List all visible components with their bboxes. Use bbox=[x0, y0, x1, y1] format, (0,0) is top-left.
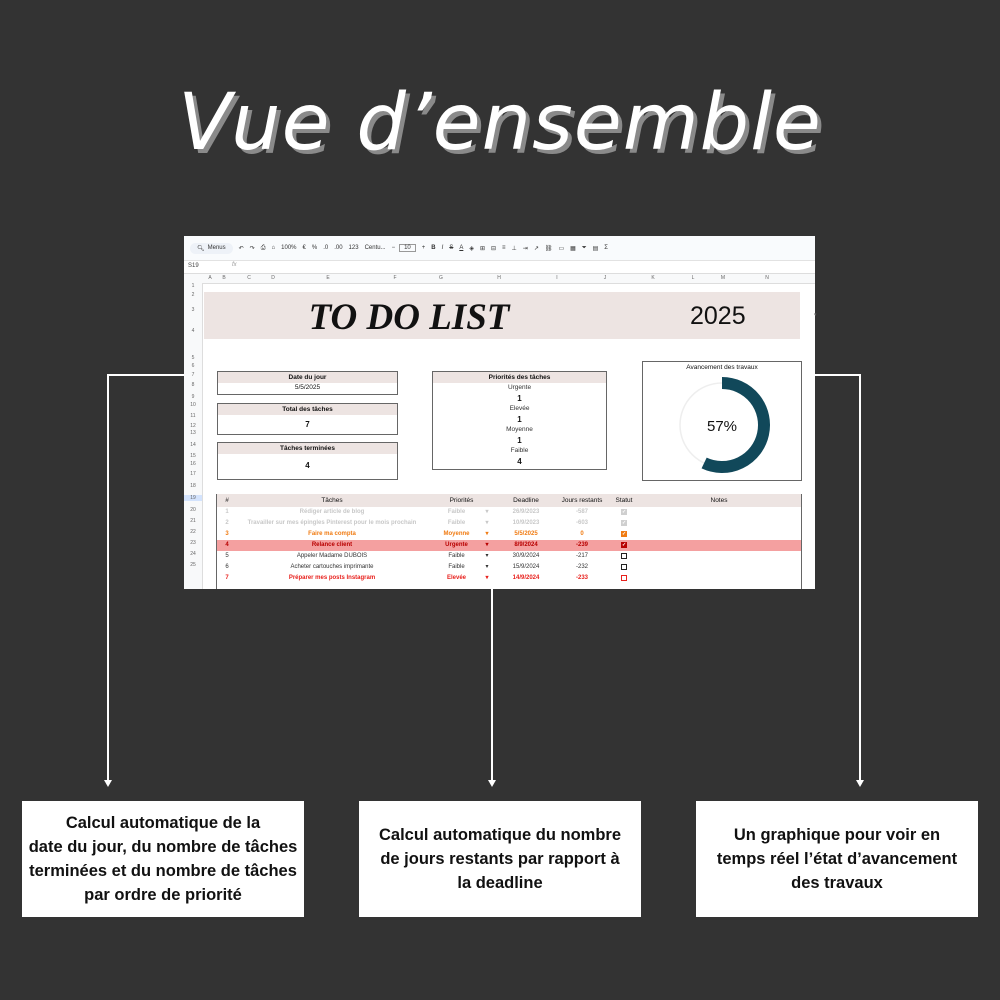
row-header[interactable]: 4 bbox=[191, 328, 195, 334]
row-header[interactable]: 9 bbox=[191, 394, 195, 400]
done-value: 4 bbox=[305, 461, 310, 470]
row-header[interactable]: 20 bbox=[190, 507, 196, 513]
task-name: Relance client bbox=[311, 542, 353, 548]
spreadsheet-screenshot bbox=[184, 236, 815, 589]
row-header[interactable]: 8 bbox=[191, 382, 195, 388]
rotate-icon[interactable]: ↗ bbox=[533, 245, 539, 252]
days-left-cell: -233 bbox=[575, 575, 588, 581]
column-header[interactable]: F bbox=[393, 275, 397, 281]
priority-select[interactable]: Faible bbox=[448, 564, 465, 570]
chart-icon[interactable]: ▦ bbox=[570, 245, 576, 252]
sheet-title: TO DO LIST bbox=[308, 297, 510, 338]
column-header[interactable]: C bbox=[247, 275, 251, 281]
row-header[interactable]: 6 bbox=[191, 363, 195, 369]
font-size-input[interactable]: 10 bbox=[399, 244, 416, 252]
callout-middle: Calcul automatique du nombre de jours restants par rapport à la deadline bbox=[359, 801, 641, 917]
total-value: 7 bbox=[305, 420, 310, 429]
status-checkbox[interactable] bbox=[621, 575, 627, 581]
text-color-button[interactable]: A bbox=[459, 245, 464, 251]
table-header bbox=[217, 494, 801, 507]
borders-icon[interactable]: ⊞ bbox=[479, 245, 485, 252]
priorities-box bbox=[432, 371, 607, 470]
column-headers bbox=[184, 274, 815, 284]
bold-button[interactable]: B bbox=[431, 245, 436, 251]
column-header[interactable]: E bbox=[326, 275, 330, 281]
number-format-button[interactable]: 123 bbox=[348, 245, 359, 251]
date-box bbox=[217, 371, 398, 395]
middle-arrow-icon bbox=[488, 780, 496, 787]
row-header[interactable]: 13 bbox=[190, 430, 196, 436]
priority-count: 4 bbox=[517, 457, 522, 466]
task-table bbox=[216, 494, 802, 589]
chevron-down-icon[interactable]: ▾ bbox=[485, 575, 489, 581]
search-icon: 🔍︎ bbox=[197, 245, 205, 252]
decrease-decimal-button[interactable]: .0 bbox=[323, 245, 329, 251]
deadline-cell[interactable]: 30/9/2024 bbox=[512, 553, 540, 559]
currency-button[interactable]: € bbox=[302, 245, 306, 251]
table-row[interactable] bbox=[217, 529, 801, 540]
row-header[interactable]: 10 bbox=[190, 402, 196, 408]
status-checkbox[interactable]: ✓ bbox=[622, 531, 627, 537]
date-box-header: Date du jour bbox=[218, 372, 397, 383]
row-header[interactable]: 12 bbox=[190, 423, 196, 429]
column-header[interactable]: M bbox=[720, 275, 726, 281]
row-header[interactable]: 18 bbox=[190, 483, 196, 489]
zoom-select[interactable]: 100% bbox=[281, 245, 297, 251]
row-header[interactable]: 15 bbox=[190, 453, 196, 459]
percent-button[interactable]: % bbox=[311, 245, 318, 251]
callout-left: Calcul automatique de la date du jour, du nombre de tâches terminées et du nombre de tâches par ordre de priorité bbox=[22, 801, 304, 917]
column-header[interactable]: L bbox=[691, 275, 695, 281]
task-name: Faire ma compta bbox=[308, 531, 356, 537]
sheet-toolbar bbox=[184, 236, 815, 261]
header-deadline: Deadline bbox=[513, 497, 539, 504]
chevron-down-icon[interactable]: ▾ bbox=[485, 553, 489, 559]
done-box-header: Tâches terminées bbox=[218, 443, 397, 454]
task-name: Rédiger article de blog bbox=[299, 509, 365, 515]
status-checkbox[interactable]: ✓ bbox=[622, 542, 627, 548]
priority-label: Urgente bbox=[507, 384, 532, 391]
column-header[interactable]: J bbox=[603, 275, 607, 281]
middle-connector-vertical bbox=[491, 589, 493, 780]
status-checkbox[interactable] bbox=[621, 553, 627, 559]
days-left-cell: -603 bbox=[575, 520, 588, 526]
print-icon[interactable]: ⎙ bbox=[260, 244, 266, 251]
row-header[interactable]: 23 bbox=[190, 540, 196, 546]
left-connector-vertical bbox=[107, 374, 109, 780]
merge-cells-icon[interactable]: ⊟ bbox=[491, 245, 497, 252]
status-checkbox[interactable] bbox=[621, 564, 627, 570]
deadline-cell[interactable]: 26/9/2023 bbox=[512, 509, 540, 515]
row-header[interactable]: 11 bbox=[190, 413, 196, 419]
task-number: 3 bbox=[225, 531, 229, 537]
date-value: 5/5/2025 bbox=[294, 384, 321, 391]
priority-select[interactable]: Faible bbox=[447, 509, 466, 515]
redo-icon[interactable]: ↷ bbox=[249, 245, 255, 252]
total-box-header: Total des tâches bbox=[218, 404, 397, 415]
header-priority: Priorités bbox=[449, 497, 474, 504]
chevron-down-icon[interactable]: ▾ bbox=[485, 542, 489, 548]
column-header[interactable]: I bbox=[556, 275, 558, 281]
task-number: 6 bbox=[225, 564, 229, 570]
formula-bar bbox=[184, 261, 815, 274]
status-checkbox[interactable]: ✓ bbox=[622, 520, 627, 526]
days-left-cell: -239 bbox=[575, 542, 588, 548]
left-arrow-icon bbox=[104, 780, 112, 787]
header-task: Tâches bbox=[321, 497, 343, 504]
priority-count: 1 bbox=[517, 394, 522, 403]
total-box bbox=[217, 403, 398, 435]
progress-chart[interactable] bbox=[642, 361, 802, 481]
wrap-icon[interactable]: ⇥ bbox=[522, 245, 528, 252]
font-select[interactable]: Centu... bbox=[364, 245, 386, 251]
column-header[interactable]: D bbox=[271, 275, 275, 281]
chevron-down-icon[interactable]: ▾ bbox=[485, 531, 489, 537]
increase-decimal-button[interactable]: .00 bbox=[334, 245, 343, 251]
priority-select[interactable]: Moyenne bbox=[443, 531, 470, 537]
row-header[interactable]: 17 bbox=[190, 471, 196, 477]
italic-button[interactable]: I bbox=[441, 245, 444, 251]
left-connector-horizontal bbox=[107, 374, 184, 376]
table-row[interactable] bbox=[217, 518, 801, 529]
chevron-down-icon[interactable]: ▾ bbox=[485, 564, 489, 570]
row-header[interactable]: 22 bbox=[190, 529, 196, 535]
year-select[interactable]: 2025 bbox=[690, 302, 746, 330]
task-name: Appeler Madame DUBOIS bbox=[296, 553, 368, 559]
chevron-down-icon[interactable]: ▾ bbox=[814, 312, 817, 318]
task-number: 5 bbox=[225, 553, 229, 559]
undo-icon[interactable]: ↶ bbox=[238, 245, 244, 252]
header-status: Statut bbox=[615, 497, 633, 504]
table-row[interactable] bbox=[217, 562, 801, 573]
row-header[interactable]: 25 bbox=[190, 562, 196, 568]
filter-icon[interactable]: ⏷ bbox=[581, 244, 587, 251]
menus-search[interactable] bbox=[190, 243, 233, 254]
menus-label: Menus bbox=[207, 245, 226, 251]
deadline-cell[interactable]: 15/9/2024 bbox=[512, 564, 540, 570]
callout-right: Un graphique pour voir en temps réel l’état d’avancement des travaux bbox=[696, 801, 978, 917]
priorities-box-header: Priorités des tâches bbox=[433, 372, 606, 383]
fill-color-icon[interactable]: ◈ bbox=[469, 245, 474, 252]
column-header[interactable]: N bbox=[765, 275, 769, 281]
row-header[interactable]: 2 bbox=[191, 292, 195, 298]
font-size-decrease[interactable]: − bbox=[391, 245, 396, 251]
fx-label: fx bbox=[232, 262, 237, 268]
task-number: 1 bbox=[225, 509, 229, 515]
task-name: Travailler sur mes épingles Pinterest pour le mois prochain bbox=[247, 520, 417, 526]
task-name: Préparer mes posts Instagram bbox=[288, 575, 376, 581]
chevron-down-icon[interactable]: ▾ bbox=[485, 520, 489, 526]
right-connector-vertical bbox=[859, 374, 861, 780]
valign-icon[interactable]: ⊥ bbox=[511, 245, 517, 252]
deadline-cell[interactable]: 14/9/2024 bbox=[512, 575, 540, 581]
name-box[interactable]: S19 bbox=[188, 263, 199, 269]
progress-donut bbox=[643, 362, 801, 480]
chevron-down-icon[interactable]: ▾ bbox=[485, 509, 489, 515]
right-connector-horizontal bbox=[815, 374, 861, 376]
task-number: 2 bbox=[225, 520, 229, 526]
row-header[interactable]: 5 bbox=[191, 355, 195, 361]
row-header[interactable]: 3 bbox=[191, 307, 195, 313]
functions-button[interactable]: Σ bbox=[604, 245, 609, 251]
header-days-left: Jours restants bbox=[561, 497, 603, 504]
days-left-cell: -217 bbox=[575, 553, 588, 559]
priority-select[interactable]: Elevée bbox=[446, 575, 467, 581]
days-left-cell: -587 bbox=[575, 509, 588, 515]
column-header[interactable]: A bbox=[208, 275, 212, 281]
priority-select[interactable]: Urgente bbox=[445, 542, 468, 548]
priority-count: 1 bbox=[517, 415, 522, 424]
task-number: 7 bbox=[225, 575, 229, 581]
comment-icon[interactable]: ▭ bbox=[558, 245, 565, 252]
status-checkbox[interactable]: ✓ bbox=[622, 509, 627, 515]
column-header[interactable]: K bbox=[651, 275, 655, 281]
paint-format-icon[interactable]: ⌂ bbox=[271, 245, 276, 251]
align-icon[interactable]: ≡ bbox=[502, 245, 506, 251]
header-num: # bbox=[225, 497, 229, 504]
row-header[interactable]: 7 bbox=[191, 372, 195, 378]
title-banner bbox=[204, 292, 817, 339]
task-number: 4 bbox=[225, 542, 229, 548]
priority-label: Faible bbox=[510, 447, 529, 454]
row-header[interactable]: 14 bbox=[190, 442, 196, 448]
row-header[interactable]: 24 bbox=[190, 551, 196, 557]
table-row[interactable] bbox=[217, 551, 801, 562]
deadline-cell[interactable]: 8/9/2024 bbox=[514, 542, 538, 548]
table-row[interactable] bbox=[217, 540, 801, 551]
row-header[interactable]: 1 bbox=[191, 283, 195, 289]
header-notes: Notes bbox=[710, 497, 728, 504]
donut-center-label: 57% bbox=[706, 418, 738, 435]
deadline-cell[interactable]: 5/5/2025 bbox=[514, 531, 538, 537]
row-header[interactable]: 19 bbox=[184, 495, 202, 501]
column-header[interactable]: B bbox=[222, 275, 226, 281]
priority-count: 1 bbox=[517, 436, 522, 445]
done-box bbox=[217, 442, 398, 480]
row-headers bbox=[184, 283, 203, 589]
priority-label: Elevée bbox=[509, 405, 530, 412]
row-header[interactable]: 16 bbox=[190, 461, 196, 467]
priority-select[interactable]: Faible bbox=[447, 520, 466, 526]
filter-views-icon[interactable]: ▤ bbox=[592, 245, 599, 252]
page-headline: Vue d’ensemble bbox=[178, 78, 822, 168]
table-row[interactable] bbox=[217, 507, 801, 518]
column-header[interactable]: G bbox=[439, 275, 443, 281]
days-left-cell: 0 bbox=[580, 531, 584, 537]
table-row[interactable] bbox=[217, 573, 801, 584]
priority-select[interactable]: Faible bbox=[448, 553, 465, 559]
right-arrow-icon bbox=[856, 780, 864, 787]
priority-label: Moyenne bbox=[506, 426, 533, 433]
strikethrough-button[interactable]: S bbox=[449, 245, 454, 251]
chart-title: Avancement des travaux bbox=[686, 364, 758, 371]
days-left-cell: -232 bbox=[575, 564, 588, 570]
font-size-increase[interactable]: + bbox=[421, 245, 426, 251]
task-name: Acheter cartouches imprimante bbox=[290, 564, 374, 570]
link-icon[interactable]: ⛓ bbox=[544, 245, 553, 252]
row-header[interactable]: 21 bbox=[190, 518, 196, 524]
column-header[interactable]: H bbox=[497, 275, 501, 281]
deadline-cell[interactable]: 10/9/2023 bbox=[512, 520, 540, 526]
